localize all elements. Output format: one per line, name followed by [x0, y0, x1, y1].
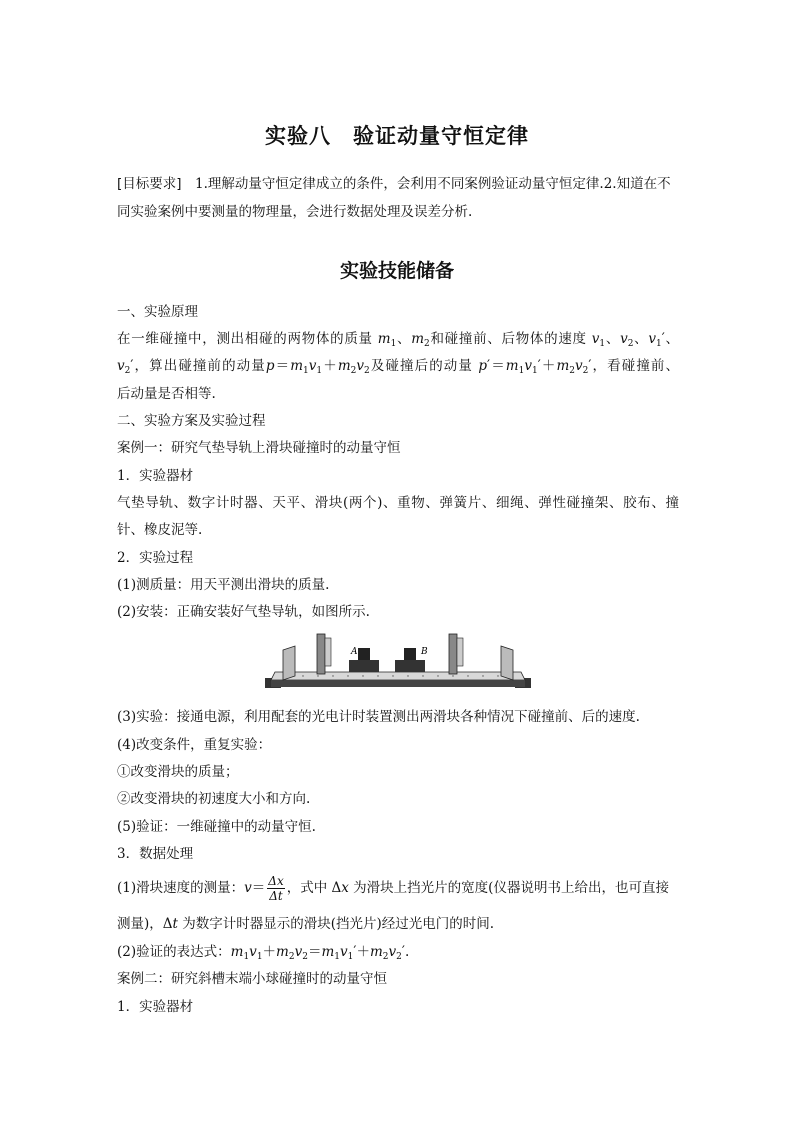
step-5: (5)验证：一维碰撞中的动量守恒.	[117, 819, 316, 835]
track-side	[271, 680, 525, 687]
label-a: A	[351, 647, 358, 657]
equipment-heading: 1．实验器材	[117, 468, 194, 484]
slider-b	[395, 660, 425, 672]
goal-paragraph	[117, 170, 679, 226]
speed-text-c: 为滑块上挡光片的宽度(仪器说明书上给出，也可直接	[348, 880, 669, 896]
step-1: (1)测质量：用天平测出滑块的质量.	[117, 577, 330, 593]
goal-text: 1.理解动量守恒定律成立的条件，会利用不同案例验证动量守恒定律.2.知道在不同实验案例中要测量的物理量，会进行数据处理及误差分析.	[117, 176, 671, 220]
step-4b: ②改变滑块的初速度大小和方向.	[117, 791, 311, 807]
right-end-block	[501, 646, 513, 680]
verify-text: (2)验证的表达式：	[117, 944, 231, 960]
step-2: (2)安装：正确安装好气垫导轨，如图所示.	[117, 604, 370, 620]
principle-text-2b: 及碰撞后的动量	[369, 358, 473, 374]
equipment2-heading: 1．实验器材	[117, 999, 194, 1015]
heading-scheme: 二、实验方案及实验过程	[117, 413, 266, 429]
air-track-figure	[263, 628, 533, 694]
principle-line-3: 后动量是否相等.	[117, 386, 216, 402]
speed-text-e: 为数字计时器显示的滑块(挡光片)经过光电门的时间.	[177, 916, 495, 932]
principle-text-2a: ，算出碰撞前的动量	[133, 358, 266, 374]
section-title: 实验技能储备	[339, 260, 454, 282]
heading-principle: 一、实验原理	[117, 304, 198, 320]
case1-title: 案例一：研究气垫导轨上滑块碰撞时的动量守恒	[117, 440, 401, 456]
speed-text-b: ，式中 Δ	[286, 880, 342, 896]
left-end-block	[283, 646, 295, 680]
speed-text-a: (1)滑块速度的测量：	[117, 880, 245, 896]
left-photogate	[317, 634, 325, 674]
step-3: (3)实验：接通电源，利用配套的光电计时装置测出两滑块各种情况下碰撞前、后的速度.	[117, 709, 640, 725]
equipment-line-2: 针、橡皮泥等.	[117, 522, 203, 538]
slider-b-flag	[404, 648, 416, 660]
goal-tag: [目标要求]	[117, 176, 182, 192]
page-title: 实验八 验证动量守恒定律	[265, 124, 529, 148]
principle-text-1a: 在一维碰撞中，测出相碰的两物体的质量	[117, 331, 373, 347]
principle-line-1: 在一维碰撞中，测出相碰的两物体的质量 $m_1$、$m_2$和碰撞前、后物体的速度 $v_1$、$v_2$、$v_1'$、	[117, 331, 680, 349]
principle-text-2c: ，看碰撞前、	[591, 358, 680, 374]
speed-line-2: 测量)，Δt 为数字计时器显示的滑块(挡光片)经过光电门的时间.	[117, 916, 495, 932]
track-top	[271, 672, 525, 680]
speed-fraction: $\frac{\Delta x}{\Delta t}$	[268, 874, 284, 903]
slider-a-flag	[358, 648, 370, 660]
data-heading: 3．数据处理	[117, 846, 194, 862]
step-4a: ①改变滑块的质量；	[117, 764, 239, 780]
case2-title: 案例二：研究斜槽末端小球碰撞时的动量守恒	[117, 971, 387, 987]
step-4: (4)改变条件，重复实验：	[117, 737, 272, 753]
right-photogate	[449, 634, 457, 674]
verify-line: (2)验证的表达式：$m_1v_1+m_2v_2=m_1v_1'+m_2v_2'$.	[117, 944, 410, 962]
slider-a	[349, 660, 379, 672]
label-b: B	[421, 647, 428, 657]
principle-line-2: $v_2'$，算出碰撞前的动量$p=m_1v_1+m_2v_2$及碰撞后的动量 $p'=m_1v_1'+m_2v_2'$，看碰撞前、	[117, 358, 680, 376]
equipment-line-1: 气垫导轨、数字计时器、天平、滑块(两个)、重物、弹簧片、细绳、弹性碰撞架、胶布、撞	[117, 495, 679, 511]
principle-text-1b: 和碰撞前、后物体的速度	[429, 331, 587, 347]
speed-line-1: (1)滑块速度的测量：v＝ $\frac{\Delta x}{\Delta t}$ ，式中 Δx 为滑块上挡光片的宽度(仪器说明书上给出，也可直接	[117, 874, 669, 903]
speed-text-d: 测量)，Δ	[117, 916, 173, 932]
process-heading: 2．实验过程	[117, 550, 194, 566]
